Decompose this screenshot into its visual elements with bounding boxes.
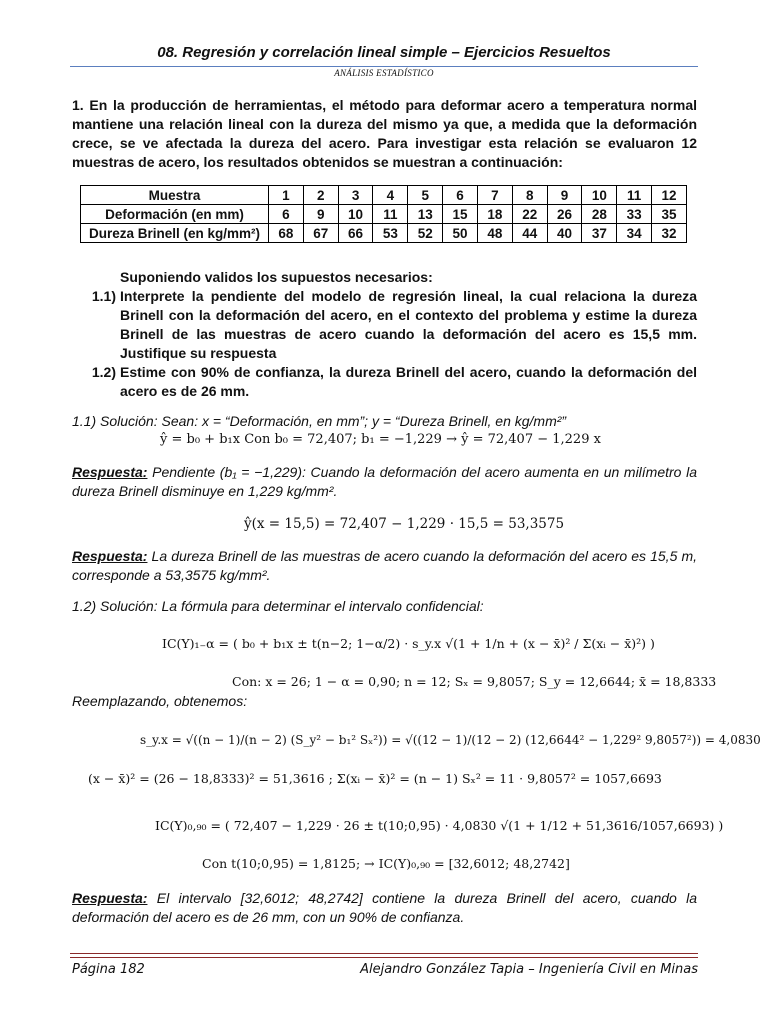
questions-block [72, 268, 697, 401]
table-cell: 53 [373, 224, 408, 243]
sum-of-squares-calculation: (x − x̄)² = (26 − 18,8333)² = 51,3616 ; Σ(xᵢ − x̄)² = (n − 1) Sₓ² = 11 · 9,8057² = 1057,6693 [88, 771, 662, 786]
table-cell: 11 [617, 186, 652, 205]
page-header-subtitle: ANÁLISIS ESTADÍSTICO [334, 68, 434, 78]
table-row [81, 205, 687, 224]
syx-calculation: s_y.x = √((n − 1)/(n − 2) (S_y² − b₁² Sₓ²)) = √((12 − 1)/(12 − 2) (12,6644² − 1,229² 9,8057²)) = 4,0830 [140, 733, 761, 747]
table-cell: 4 [373, 186, 408, 205]
table-cell: 11 [373, 205, 408, 224]
table-cell: 52 [408, 224, 443, 243]
given-values: Con: x = 26; 1 − α = 0,90; n = 12; Sₓ = 9,8057; S_y = 12,6644; x̄ = 18,8333 [232, 674, 717, 689]
table-cell: 12 [652, 186, 687, 205]
page-number: Página 182 [72, 962, 145, 977]
table-cell: 50 [443, 224, 478, 243]
question-1-1-text: Interprete la pendiente del modelo de regresión lineal, la cual relaciona la dureza Brinell con la deformación del acero, en el contexto del problema y estime la dureza Brinell de las muestras de acero cuando la deformación del acero es 15,5 mm. Justifique su respuesta [120, 288, 697, 361]
table-cell: 10 [582, 186, 617, 205]
table-cell: 1 [269, 186, 304, 205]
table-cell: 66 [338, 224, 373, 243]
table-cell: 33 [617, 205, 652, 224]
row-label: Deformación (en mm) [81, 205, 269, 224]
table-cell: 35 [652, 205, 687, 224]
question-1-2 [72, 363, 697, 401]
question-1-1-number: 1.1) [91, 288, 116, 304]
table-cell: 6 [269, 205, 304, 224]
solution-1-2-intro: 1.2) Solución: La fórmula para determinar el intervalo confidencial: [72, 598, 484, 614]
data-table [80, 185, 687, 243]
table-cell: 67 [303, 224, 338, 243]
answer-3 [72, 889, 697, 927]
table-cell: 26 [547, 205, 582, 224]
table-cell: 32 [652, 224, 687, 243]
table-cell: 9 [547, 186, 582, 205]
table-cell: 10 [338, 205, 373, 224]
table-cell: 3 [338, 186, 373, 205]
answer-3-text: El intervalo [32,6012; 48,2742] contiene la dureza Brinell del acero, cuando la deformación del acero es de 26 mm, con un 90% de confianza. [72, 890, 697, 925]
answer-2-text: La dureza Brinell de las muestras de acero cuando la deformación del acero es 15,5 m, corresponde a 53,3575 kg/mm². [72, 548, 697, 583]
regression-model-equation: ŷ = b₀ + b₁x Con b₀ = 72,407; b₁ = −1,229 → ŷ = 72,407 − 1,229 x [160, 432, 601, 447]
table-cell: 6 [443, 186, 478, 205]
table-row [81, 224, 687, 243]
table-cell: 44 [512, 224, 547, 243]
table-cell: 7 [477, 186, 512, 205]
author-line: Alejandro González Tapia – Ingeniería Civil en Minas [360, 962, 698, 977]
row-label: Dureza Brinell (en kg/mm²) [81, 224, 269, 243]
answer-1 [72, 463, 697, 501]
table-cell: 15 [443, 205, 478, 224]
confidence-interval-substitution: IC(Y)₀,₉₀ = ( 72,407 − 1,229 · 26 ± t(10;0,95) · 4,0830 √(1 + 1/12 + 51,3616/1057,6693) ) [155, 818, 724, 833]
table-row [81, 186, 687, 205]
header-rule [70, 66, 698, 67]
answer-label: Respuesta: [72, 890, 148, 906]
answer-label: Respuesta: [72, 464, 148, 480]
table-cell: 8 [512, 186, 547, 205]
table-cell: 13 [408, 205, 443, 224]
table-cell: 48 [477, 224, 512, 243]
table-cell: 9 [303, 205, 338, 224]
table-cell: 34 [617, 224, 652, 243]
question-1-2-number: 1.2) [91, 364, 116, 380]
table-cell: 40 [547, 224, 582, 243]
confidence-interval-formula: IC(Y)₁₋α = ( b₀ + b₁x ± t(n−2; 1−α/2) · s_y.x √(1 + 1/n + (x − x̄)² / Σ(xᵢ − x̄)²) ) [162, 636, 655, 651]
table-cell: 68 [269, 224, 304, 243]
solution-1-1-intro: 1.1) Solución: Sean: x = “Deformación, en mm”; y = “Dureza Brinell, en kg/mm²” [72, 413, 567, 429]
footer-rule-thin [70, 957, 698, 958]
problem-statement: 1. En la producción de herramientas, el método para deformar acero a temperatura normal mantiene una relación lineal con la dureza del mismo ya que, a medida que la deformación crece, se ve afectada la dureza del acero. Para investigar esta relación se evaluaron 12 muestras de acero, los resultados obtenidos se muestran a continuación: [72, 97, 697, 170]
answer-1-text: Pendiente (b₁ = −1,229): Cuando la deformación del acero aumenta en un milímetro la dureza Brinell disminuye en 1,229 kg/mm². [72, 464, 697, 499]
table-cell: 2 [303, 186, 338, 205]
answer-2 [72, 547, 697, 585]
question-1-1 [72, 287, 697, 363]
table-cell: 22 [512, 205, 547, 224]
table-cell: 5 [408, 186, 443, 205]
table-cell: 37 [582, 224, 617, 243]
row-label: Muestra [81, 186, 269, 205]
question-1-2-text: Estime con 90% de confianza, la dureza Brinell del acero, cuando la deformación del acero es de 26 mm. [120, 364, 697, 399]
table-cell: 18 [477, 205, 512, 224]
answer-label: Respuesta: [72, 548, 148, 564]
confidence-interval-result: Con t(10;0,95) = 1,8125; → IC(Y)₀,₉₀ = [32,6012; 48,2742] [202, 856, 570, 871]
footer-rule [70, 953, 698, 954]
substitution-intro: Reemplazando, obtenemos: [72, 693, 248, 709]
page-header-title: 08. Regresión y correlación lineal simple – Ejercicios Resueltos [157, 44, 611, 61]
prediction-equation: ŷ(x = 15,5) = 72,407 − 1,229 · 15,5 = 53,3575 [244, 516, 565, 532]
table-cell: 28 [582, 205, 617, 224]
questions-intro: Suponiendo validos los supuestos necesarios: [120, 269, 433, 285]
